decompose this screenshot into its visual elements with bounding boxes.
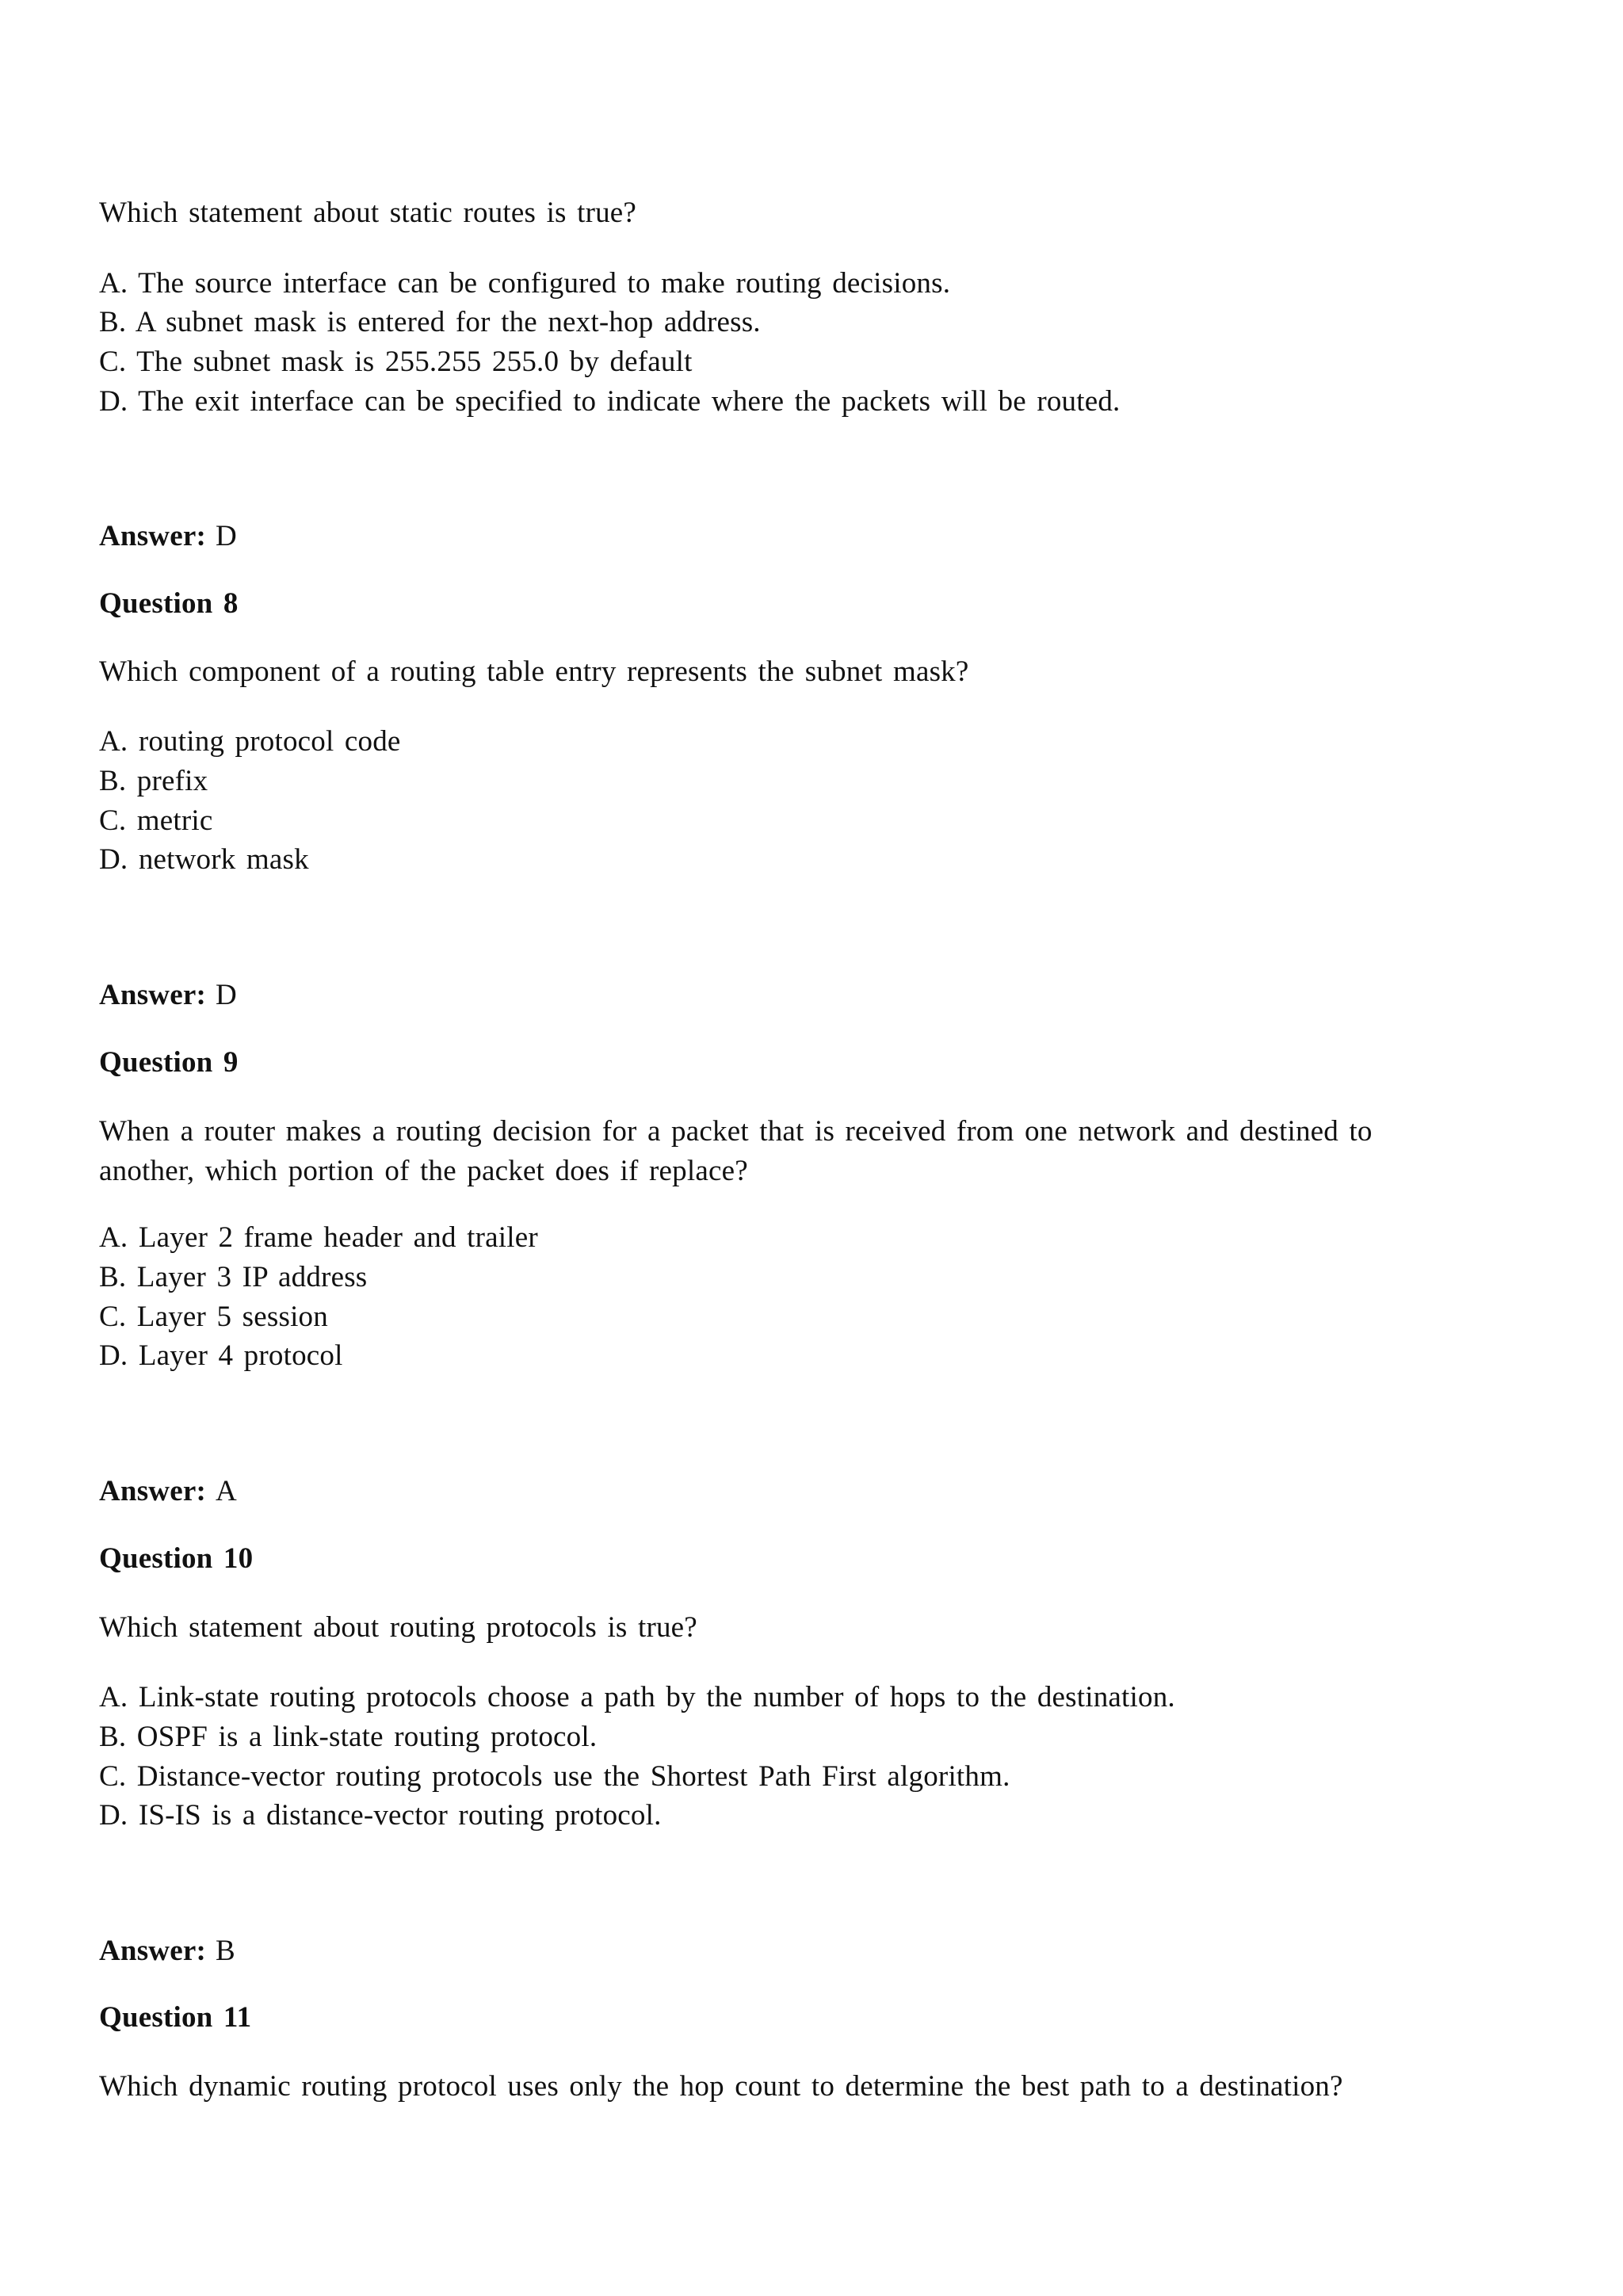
option-d: D. IS-IS is a distance-vector routing protocol. bbox=[99, 1799, 662, 1832]
option-c: C. metric bbox=[99, 804, 213, 837]
answer-label: Answer: bbox=[99, 1475, 206, 1507]
option-c: C. Layer 5 session bbox=[99, 1301, 328, 1333]
question-heading: Question 9 bbox=[99, 1046, 239, 1079]
question-text: Which statement about static routes is true? bbox=[99, 197, 637, 229]
question-heading: Question 11 bbox=[99, 2001, 252, 2034]
option-d: D. The exit interface can be specified to indicate where the packets will be routed. bbox=[99, 385, 1121, 418]
option-b: B. OSPF is a link-state routing protocol. bbox=[99, 1721, 598, 1753]
answer-label: Answer: bbox=[99, 1935, 206, 1967]
option-a: A. The source interface can be configured to make routing decisions. bbox=[99, 267, 951, 300]
option-c: C. The subnet mask is 255.255 255.0 by default bbox=[99, 346, 693, 378]
option-d: D. network mask bbox=[99, 843, 309, 876]
option-b: B. Layer 3 IP address bbox=[99, 1261, 368, 1293]
option-c: C. Distance-vector routing protocols use the Shortest Path First algorithm. bbox=[99, 1760, 1010, 1793]
question-text-line-2: another, which portion of the packet does if replace? bbox=[99, 1155, 748, 1187]
question-heading: Question 10 bbox=[99, 1542, 254, 1575]
answer-line bbox=[99, 1934, 235, 1969]
option-a: A. Layer 2 frame header and trailer bbox=[99, 1221, 538, 1254]
answer-label: Answer: bbox=[99, 979, 206, 1011]
question-text-line-1: When a router makes a routing decision for a packet that is received from one network and destined to bbox=[99, 1115, 1373, 1148]
option-d: D. Layer 4 protocol bbox=[99, 1339, 343, 1372]
answer-value: D bbox=[215, 979, 237, 1011]
question-text: Which statement about routing protocols is true? bbox=[99, 1611, 697, 1644]
option-a: A. Link-state routing protocols choose a path by the number of hops to the destination. bbox=[99, 1681, 1175, 1713]
option-b: B. prefix bbox=[99, 765, 208, 797]
question-text: Which component of a routing table entry represents the subnet mask? bbox=[99, 655, 969, 688]
answer-line bbox=[99, 978, 237, 1013]
answer-value: D bbox=[215, 520, 237, 552]
answer-line bbox=[99, 1474, 237, 1509]
question-text: Which dynamic routing protocol uses only the hop count to determine the best path to a destination? bbox=[99, 2070, 1343, 2103]
answer-line bbox=[99, 519, 237, 554]
option-b: B. A subnet mask is entered for the next-hop address. bbox=[99, 306, 761, 338]
answer-value: B bbox=[215, 1935, 235, 1967]
answer-value: A bbox=[215, 1475, 237, 1507]
option-a: A. routing protocol code bbox=[99, 725, 401, 758]
question-heading: Question 8 bbox=[99, 587, 239, 620]
answer-label: Answer: bbox=[99, 520, 206, 552]
